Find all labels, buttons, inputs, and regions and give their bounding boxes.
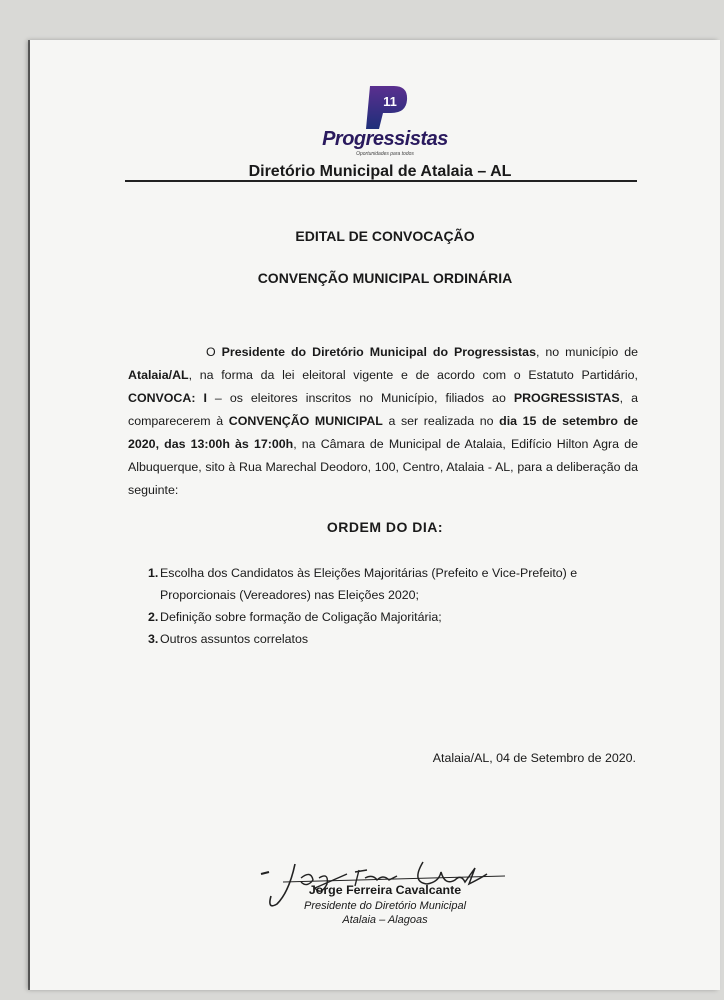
document-title: EDITAL DE CONVOCAÇÃO: [295, 228, 475, 244]
agenda-item: [128, 562, 640, 606]
place-date: Atalaia/AL, 04 de Setembro de 2020.: [432, 751, 636, 765]
agenda-title: ORDEM DO DIA:: [326, 519, 444, 535]
logo-number: 11: [383, 94, 397, 109]
agenda-item-number: 3.: [148, 632, 159, 646]
signer-place: Atalaia – Alagoas: [342, 914, 428, 926]
agenda-item-number: 2.: [148, 610, 159, 624]
agenda-item-text: Definição sobre formação de Coligação Majoritária;: [160, 610, 442, 624]
directory-heading: Diretório Municipal de Atalaia – AL: [248, 163, 512, 180]
agenda-item-number: 1.: [148, 566, 159, 580]
document-page: [30, 40, 720, 990]
party-logo-icon: [360, 82, 412, 132]
agenda-item: [128, 606, 640, 628]
agenda-item: [128, 628, 640, 650]
party-tagline: Oportunidades para todos: [356, 151, 414, 157]
convocation-paragraph: O Presidente do Diretório Municipal do Progressistas, no município de Atalaia/AL, na forma da lei eleitoral vigente e de acordo com o Estatuto Partidário, CONVOCA: I – os eleitores inscritos no Município, filiados ao PROGRESSISTAS, a comparecerem à CONVENÇÃO MUNICIPAL a ser realizada no dia 15 de setembro de 2020, das 13:00h às 17:00h, na Câmara de Municipal de Atalaia, Edifício Hilton Agra de Albuquerque, sito à Rua Marechal Deodoro, 100, Centro, Atalaia - AL, para a deliberação da seguinte:: [128, 345, 638, 497]
header-divider: [125, 180, 637, 182]
signer-role: Presidente do Diretório Municipal: [303, 900, 467, 912]
agenda-item-text: Escolha dos Candidatos às Eleições Majoritárias (Prefeito e Vice-Prefeito) e Proporcionais (Vereadores) nas Eleições 2020;: [160, 566, 578, 602]
signer-name: Jorge Ferreira Cavalcante: [308, 883, 462, 897]
party-brand-name: Progressistas: [322, 128, 448, 150]
document-subtitle: CONVENÇÃO MUNICIPAL ORDINÁRIA: [257, 270, 513, 286]
agenda-list: [128, 562, 640, 650]
agenda-item-text: Outros assuntos correlatos: [160, 632, 309, 646]
